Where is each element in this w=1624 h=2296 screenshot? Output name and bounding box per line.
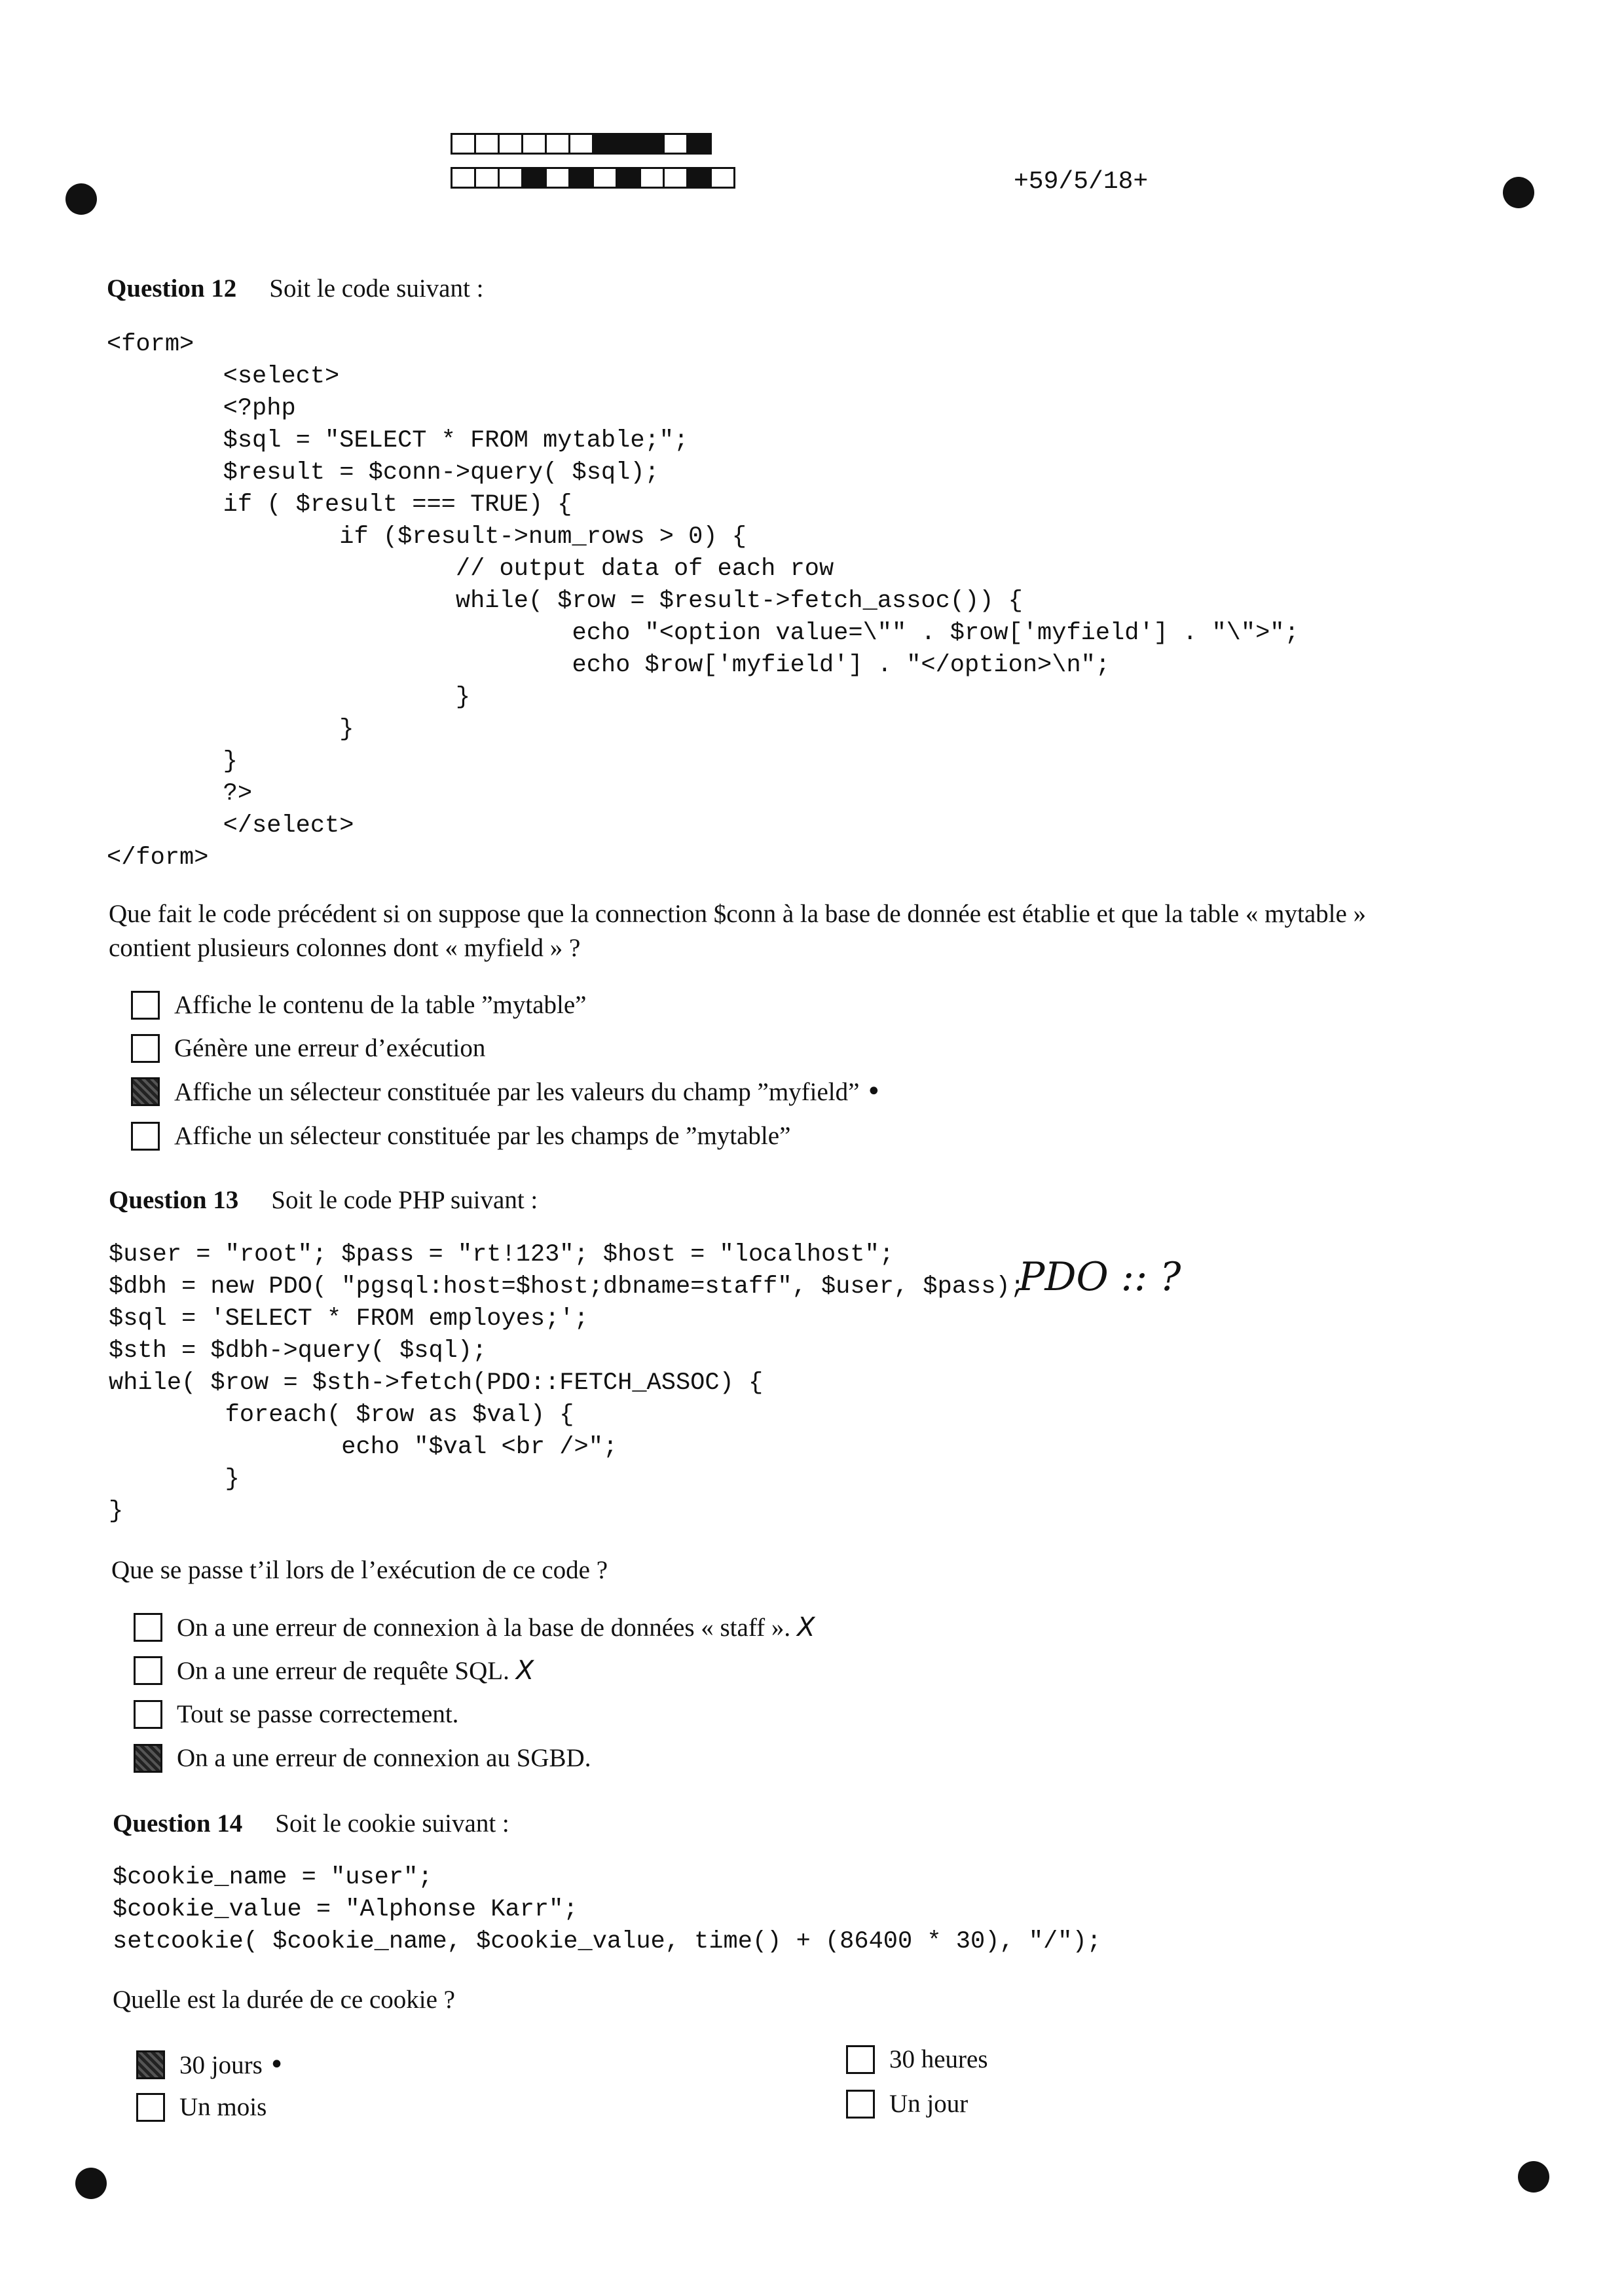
q12-option-3[interactable] xyxy=(131,1077,881,1107)
q12-option-2[interactable] xyxy=(131,1033,485,1063)
barcode-bit-empty xyxy=(451,167,476,189)
option-label: 30 heures xyxy=(889,2045,988,2073)
prompt-line: contient plusieurs colonnes dont « myfield » ? xyxy=(109,934,581,962)
code-line: $result = $conn->query( $sql); xyxy=(107,459,659,487)
code-line: echo "$val <br />"; xyxy=(109,1434,618,1461)
option-label: 30 jours xyxy=(179,2050,263,2079)
barcode-bit-empty xyxy=(639,167,665,189)
barcode-bit-empty xyxy=(451,133,476,155)
page-barcode-top xyxy=(451,133,710,155)
code-line: $cookie_value = "Alphonse Karr"; xyxy=(113,1896,578,1923)
question-12-title xyxy=(107,274,483,303)
cross-mark: X xyxy=(515,1656,534,1686)
code-line: <?php xyxy=(107,395,296,422)
q14-option-1[interactable] xyxy=(136,2050,284,2080)
page-barcode-bottom xyxy=(451,167,733,189)
barcode-bit-filled xyxy=(639,133,665,155)
registration-dot-bottom-left xyxy=(75,2168,107,2199)
checkbox[interactable] xyxy=(846,2045,875,2074)
code-line: // output data of each row xyxy=(107,555,834,583)
q14-option-4[interactable] xyxy=(846,2089,968,2119)
code-line: $sql = 'SELECT * FROM employes;'; xyxy=(109,1305,589,1333)
question-14-prompt: Quelle est la durée de ce cookie ? xyxy=(113,1986,455,2014)
cross-mark: X xyxy=(797,1612,815,1642)
code-line: <select> xyxy=(107,363,340,390)
code-line: } xyxy=(109,1498,124,1525)
barcode-bit-empty xyxy=(592,167,618,189)
code-line: setcookie( $cookie_name, $cookie_value, time() + (86400 * 30), "/"); xyxy=(113,1928,1101,1955)
barcode-bit-filled xyxy=(592,133,618,155)
question-13-code xyxy=(109,1239,1025,1528)
option-label: On a une erreur de requête SQL. xyxy=(177,1656,509,1685)
checkbox[interactable] xyxy=(134,1656,162,1685)
option-label: Affiche un sélecteur constituée par les champs de ”mytable” xyxy=(174,1122,791,1150)
question-intro: Soit le cookie suivant : xyxy=(275,1809,509,1838)
barcode-bit-empty xyxy=(710,167,735,189)
question-13-title xyxy=(109,1185,538,1215)
barcode-bit-empty xyxy=(568,133,594,155)
question-label: Question 14 xyxy=(113,1809,243,1838)
checkbox[interactable] xyxy=(846,2090,875,2119)
q13-option-4[interactable] xyxy=(134,1743,591,1773)
pencil-dot-mark: • xyxy=(866,1077,882,1107)
option-label: Un mois xyxy=(179,2093,267,2121)
question-label: Question 12 xyxy=(107,274,237,303)
q14-option-3[interactable] xyxy=(136,2092,267,2122)
code-line: while( $row = $result->fetch_assoc()) { xyxy=(107,587,1023,615)
barcode-bit-empty xyxy=(663,133,688,155)
code-line: ?> xyxy=(107,780,253,807)
checkbox[interactable] xyxy=(134,1613,162,1642)
q14-option-2[interactable] xyxy=(846,2045,988,2074)
barcode-bit-filled xyxy=(568,167,594,189)
barcode-bit-filled xyxy=(686,133,712,155)
checkbox[interactable] xyxy=(136,2093,165,2122)
registration-dot-bottom-right xyxy=(1518,2161,1549,2193)
barcode-bit-empty xyxy=(474,167,500,189)
question-14-title xyxy=(113,1809,509,1838)
barcode-bit-empty xyxy=(498,167,523,189)
code-line: } xyxy=(107,748,238,775)
barcode-bit-empty xyxy=(498,133,523,155)
registration-dot-top-right xyxy=(1503,177,1534,208)
code-line: } xyxy=(109,1466,240,1493)
code-line: while( $row = $sth->fetch(PDO::FETCH_ASSOC) { xyxy=(109,1369,764,1397)
code-line: $sql = "SELECT * FROM mytable;"; xyxy=(107,427,689,454)
checkbox[interactable] xyxy=(134,1700,162,1729)
checkbox-checked[interactable] xyxy=(131,1077,160,1106)
code-line: if ($result->num_rows > 0) { xyxy=(107,523,747,551)
q13-option-1[interactable] xyxy=(134,1612,815,1642)
question-intro: Soit le code PHP suivant : xyxy=(271,1186,538,1214)
prompt-line: Que fait le code précédent si on suppose que la connection $conn à la base de donnée est établie et que la table « mytable » xyxy=(109,900,1367,928)
code-line: } xyxy=(107,716,354,743)
question-label: Question 13 xyxy=(109,1186,239,1214)
q13-option-3[interactable] xyxy=(134,1699,458,1729)
code-line: </form> xyxy=(107,844,209,872)
barcode-bit-filled xyxy=(521,167,547,189)
q13-option-2[interactable] xyxy=(134,1656,534,1686)
code-line: $sth = $dbh->query( $sql); xyxy=(109,1337,487,1365)
code-line: if ( $result === TRUE) { xyxy=(107,491,572,519)
checkbox-checked[interactable] xyxy=(134,1744,162,1773)
barcode-bit-empty xyxy=(545,167,570,189)
option-label: On a une erreur de connexion au SGBD. xyxy=(177,1744,591,1772)
code-line: } xyxy=(107,684,471,711)
checkbox-checked[interactable] xyxy=(136,2050,165,2079)
q12-option-1[interactable] xyxy=(131,990,586,1020)
registration-dot-top-left xyxy=(65,183,97,215)
checkbox[interactable] xyxy=(131,1034,160,1063)
code-line: $cookie_name = "user"; xyxy=(113,1864,433,1891)
question-12-code xyxy=(107,329,1299,874)
code-line: echo $row['myfield'] . "</option>\n"; xyxy=(107,652,1111,679)
option-label: Affiche un sélecteur constituée par les valeurs du champ ”myfield” xyxy=(174,1077,860,1106)
option-label: Tout se passe correctement. xyxy=(177,1700,459,1728)
barcode-bit-empty xyxy=(663,167,688,189)
option-label: Génère une erreur d’exécution xyxy=(174,1034,486,1062)
question-intro: Soit le code suivant : xyxy=(269,274,484,303)
handwritten-note: PDO :: ? xyxy=(1018,1254,1181,1300)
barcode-bit-filled xyxy=(686,167,712,189)
question-13-prompt: Que se passe t’il lors de l’exécution de ce code ? xyxy=(111,1556,608,1584)
checkbox[interactable] xyxy=(131,1122,160,1151)
barcode-bit-empty xyxy=(545,133,570,155)
barcode-bit-filled xyxy=(616,167,641,189)
barcode-bit-filled xyxy=(616,133,641,155)
code-line: foreach( $row as $val) { xyxy=(109,1401,574,1429)
question-14-code xyxy=(113,1862,1101,1958)
pencil-dot-mark: • xyxy=(268,2050,285,2080)
checkbox[interactable] xyxy=(131,991,160,1020)
code-line: <form> xyxy=(107,331,194,358)
option-label: On a une erreur de connexion à la base de données « staff ». xyxy=(177,1613,791,1642)
option-label: Un jour xyxy=(889,2090,969,2118)
option-label: Affiche le contenu de la table ”mytable” xyxy=(174,991,587,1019)
code-line: $dbh = new PDO( "pgsql:host=$host;dbname=staff", $user, $pass); xyxy=(109,1273,1025,1301)
code-line: echo "<option value=\"" . $row['myfield'] . "\">"; xyxy=(107,620,1299,647)
code-line: $user = "root"; $pass = "rt!123"; $host = "localhost"; xyxy=(109,1241,894,1268)
question-12-prompt xyxy=(109,897,1366,965)
code-line: </select> xyxy=(107,812,354,840)
page-code: +59/5/18+ xyxy=(1014,168,1149,196)
barcode-bit-empty xyxy=(474,133,500,155)
barcode-bit-empty xyxy=(521,133,547,155)
q12-option-4[interactable] xyxy=(131,1121,790,1151)
